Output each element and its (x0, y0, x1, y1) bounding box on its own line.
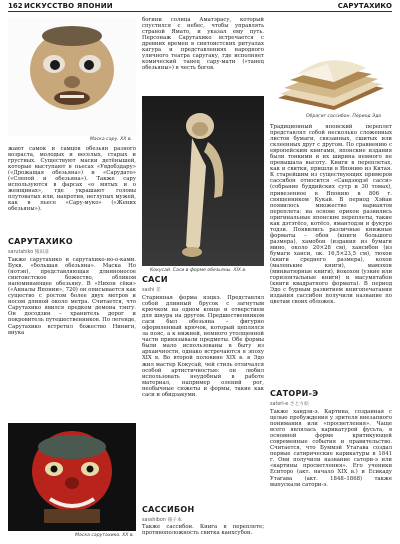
paragraph: жают самок и самцов обезьян разного возраста, молодых и веселых, старых и грустных. Существуют маски детёнышей, которые выступают в пьесах «Увдобздару» («Дрожащая обезьяна») и «Сарудато» («Слепой и обезьяна»). Также сару используются в фарсах «о мятых и о женщинах», где украшают головы плутоватых или, напротив, неглупых мужей, как в пьесе «Сару-муко» («Жених обезьяны»). (8, 146, 136, 213)
entry-heading: САРУТАХИКО (8, 237, 73, 246)
column-1-text-a (8, 146, 136, 213)
page-number: 162 (8, 2, 23, 10)
section-title: ИСКУССТВО ЯПОНИИ (24, 2, 113, 10)
running-title: САРУТАХИКО (337, 2, 392, 10)
paragraph: Традиционный японский переплет представлял собой несколько сложенных листов бумаги, связанных, сшитых или склеенных друг с другом. По сравнению с европейским книгами, японские издания были тонкими и их ширина немного не превышала высоту. Книги в переплетах, как и свитки, пришли в Японию из Китая. К старейшим из существующих примеров сассибон относится «Сандзюдзё сасси» (собрание буддийских сутр и 30 томах), привезенное в Японию в 806 г. священником Кукай. В период Хэйан появилось множество вариантов переплета: на основе орихон развились оригинальные японские переплеты, такие как дэтэтёсо, котёсо, ямантодзи и фукуро тодзи. Появились различные книжные форматы – обон (книги большого размера), хамобон (издания из бумаги мино, около 20×28 см), хансибон (из бумаги ханси, ок. 16,5×23,5 см), тюхон (книги среднего размера), кохон (маленькие книги), мамэхон (миниатюрные книги), йокохон (узкие или горизонтальные книги) и масумятабон (книги квадратного формата). В период Эдо с бурным развитием книгопечатания издания сассибон получили название по цветам своих обложек. (270, 124, 392, 306)
entry-heading: САТОРИ-Э (270, 389, 319, 398)
column-2-text-c (142, 524, 264, 536)
column-2-text-a (142, 17, 264, 71)
paragraph: Также сассибон. Книга в переплете; противоположность свитка канхсубон. (142, 524, 264, 537)
page-header (0, 0, 400, 13)
entry-romaji: sashi 差 (142, 288, 161, 293)
entry-romaji: sasshibon 冊子本 (142, 518, 182, 523)
paragraph: Также сарутахико и сарутахико-но-о-ками. Букв. «большая обезьяна». Маска Но (нотэн), представляющая длинноносое синтоистское божество, обликом напоминающее обезьяну. В «Нихон сёки» («Анналы Японии», 720) он описывается как существо с ростом более двух метров и носом длиной около метра. Считается, что Сарутахико явился предком демона тэнгу. Он досодзин – хранитель дорог и покровитель путешественников. По легенде, Сарутахико встретил божество Нинигн, внука (8, 257, 136, 336)
image-caption: Маска сарутахико. XX в. (75, 533, 134, 538)
paragraph: богини солнца Аматэрасу, который спустился с небес, чтобы управлять страной Ямато, и указал ему путь. Персонаж Сарутахико встречается с древних времен в синтоистских ритуалах кагура и представлениях народного уличного театра саругаку, где исполняет комический танец сару-мати («танец обезьяны») в честь богов. (142, 17, 264, 72)
paragraph: Также хандзи-э. Картина, созданная с целью пробуждения у зрителя внезапного понимания или «просветления». Чаще всего являлась карикатурой фусьта, в основной форме критикующей современные события и правительство. Считается, что Буммэй Утагава создал первые сатирические карикатуры в 1841 г. Они получили название сатори-э или «картины просветления». Его ученики Еситоро (акт. начало XIX в.) и Есикаду Утагава (акт. 1848–1868) также выпускали сатори-э. (270, 409, 392, 488)
header-rule (8, 11, 392, 12)
netsuke-figure-illustration (142, 96, 264, 266)
image-caption: Маска сару. XX в. (89, 137, 132, 142)
column-1-text-b (8, 257, 136, 336)
entry-heading: САССИБОН (142, 505, 195, 514)
paragraph: Старинная форма нэцкэ. Представлял собой длинный брусок с загнутым крючком на одном конце и отверстием для шнура на другом. Предшественником саси был обезьяна – фигурно оформленный крючок, который цеплялся за пояс, а к нижней, немного утолщенной части привязывали предметы. Обе формы были мало использованы в быту из архаичности, однако встречаются в эпоху XIX в. Во второй половине XIX в. в Эдо жил мастер Кокусай, чей стиль отличался особой артистичностью: он любил использовать неудобный в работе материал, например олений рог, необычные сюжеты и формы, такие как саси и обидзакуми. (142, 295, 264, 398)
image-caption: Обрагиг сассибон. Период Эдо (306, 114, 382, 119)
entry-romaji: satori-e さとり絵 (270, 402, 309, 407)
red-mask-illustration (8, 423, 136, 531)
image-caption: Кокусай. Саси в форме обезьяны. XIX в. (150, 268, 247, 273)
column-3-text-b (270, 409, 392, 488)
book-illustration (270, 18, 392, 113)
column-2-text-b (142, 295, 264, 398)
monkey-mask-illustration (8, 18, 136, 136)
column-3-text-a (270, 124, 392, 305)
entry-romaji: sarutahiko 猿田彦 (8, 250, 50, 255)
entry-heading: САСИ (142, 275, 168, 284)
